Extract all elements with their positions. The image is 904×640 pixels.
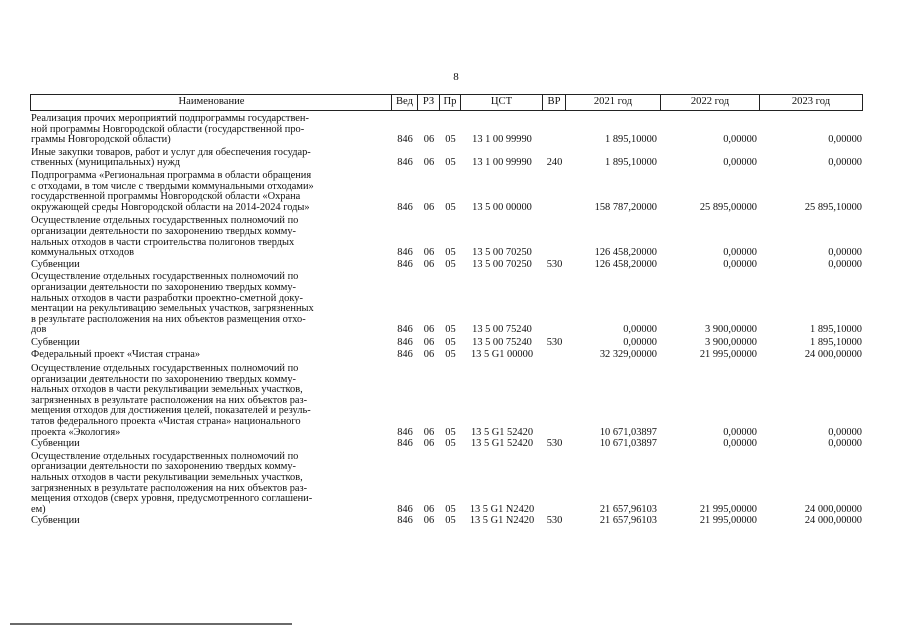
row-pr: 05	[445, 515, 456, 527]
row-2023: 1 895,10000	[810, 324, 862, 336]
row-ved: 846	[397, 503, 413, 515]
row-pr: 05	[445, 503, 456, 515]
table-body	[30, 114, 863, 527]
table-row	[30, 272, 863, 336]
row-vr: 530	[546, 336, 563, 348]
row-ved: 846	[397, 438, 413, 450]
row-2023: 24 000,00000	[804, 515, 862, 527]
row-name: Субвенции	[31, 336, 80, 348]
row-ved: 846	[397, 247, 413, 259]
row-name: Субвенции	[31, 515, 80, 527]
row-rz: 06	[423, 515, 435, 527]
row-rz: 06	[423, 503, 435, 515]
row-rz: 06	[423, 324, 435, 336]
row-rz: 06	[423, 349, 435, 361]
row-rz: 06	[423, 438, 435, 450]
row-ved: 846	[397, 258, 413, 270]
row-2021: 10 671,03897	[599, 438, 657, 450]
row-rz: 06	[423, 336, 435, 348]
page-number: 8	[453, 71, 459, 83]
header-2022: 2022 год	[661, 94, 760, 111]
header-2021: 2021 год	[566, 94, 661, 111]
table-row	[30, 114, 863, 146]
row-2022: 21 995,00000	[699, 515, 757, 527]
row-2021: 21 657,96103	[599, 503, 657, 515]
row-2022: 21 995,00000	[699, 503, 757, 515]
row-cst: 13 5 00 70250	[472, 247, 532, 259]
row-2022: 0,00000	[723, 438, 757, 450]
row-cst: 13 5 G1 N2420	[469, 515, 535, 527]
row-2021: 158 787,20000	[594, 201, 657, 213]
row-ved: 846	[397, 324, 413, 336]
bottom-rule	[10, 623, 292, 625]
header-ved: Вед	[392, 94, 418, 111]
table-row	[30, 350, 863, 361]
row-pr: 05	[445, 349, 456, 361]
row-vr: 530	[546, 258, 563, 270]
row-pr: 05	[445, 247, 456, 259]
row-2021: 126 458,20000	[594, 247, 657, 259]
row-name: Реализация прочих мероприятий подпрограммы государствен- ной программы Новгородской области (государственной про- граммы Новгородской области)	[31, 113, 309, 146]
row-2021: 0,00000	[623, 336, 657, 348]
row-rz: 06	[423, 258, 435, 270]
row-ved: 846	[397, 336, 413, 348]
header-2023: 2023 год	[760, 94, 863, 111]
table-row	[30, 216, 863, 258]
row-cst: 13 5 00 75240	[472, 336, 532, 348]
row-pr: 05	[445, 134, 456, 146]
row-vr: 240	[546, 157, 563, 169]
row-2021: 126 458,20000	[594, 258, 657, 270]
row-2023: 24 000,00000	[804, 503, 862, 515]
table-row	[30, 338, 863, 349]
row-pr: 05	[445, 258, 456, 270]
table-header	[30, 94, 863, 111]
row-vr: 530	[546, 515, 563, 527]
row-cst: 13 5 G1 52420	[470, 426, 534, 438]
row-2023: 25 895,10000	[804, 201, 862, 213]
row-2022: 0,00000	[723, 247, 757, 259]
row-pr: 05	[445, 201, 456, 213]
table-row	[30, 260, 863, 271]
row-name: Субвенции	[31, 258, 80, 270]
row-rz: 06	[423, 247, 435, 259]
row-2021: 0,00000	[623, 324, 657, 336]
row-2021: 1 895,10000	[605, 157, 657, 169]
row-cst: 13 1 00 99990	[472, 157, 532, 169]
header-pr: Пр	[440, 94, 461, 111]
row-pr: 05	[445, 157, 456, 169]
row-2023: 0,00000	[828, 258, 862, 270]
row-vr: 530	[546, 438, 563, 450]
row-2023: 1 895,10000	[810, 336, 862, 348]
row-cst: 13 5 G1 52420	[470, 438, 534, 450]
row-2022: 0,00000	[723, 426, 757, 438]
row-pr: 05	[445, 324, 456, 336]
row-2023: 0,00000	[828, 426, 862, 438]
row-name: Осуществление отдельных государственных полномочий по организации деятельности по захоронению твердых комму- нальных отходов в части разработки проектно-сметной доку- ментации на рекультивацию земельных участков, загрязненных в результате расположения на них объектов размещения отхо- дов	[31, 271, 314, 336]
row-2022: 0,00000	[723, 157, 757, 169]
row-name: Субвенции	[31, 438, 80, 450]
row-name: Подпрограмма «Региональная программа в области обращения с отходами, в том числе с твердыми коммунальными отходами» государственной программы Новгородской области «Охрана окружающей среды Новгородской области на 2014-2024 годы»	[31, 169, 314, 213]
row-pr: 05	[445, 336, 456, 348]
row-2022: 3 900,00000	[705, 336, 757, 348]
row-cst: 13 5 00 70250	[472, 258, 532, 270]
row-cst: 13 5 G1 00000	[470, 349, 534, 361]
row-2023: 0,00000	[828, 438, 862, 450]
row-ved: 846	[397, 515, 413, 527]
row-2023: 0,00000	[828, 134, 862, 146]
table-row	[30, 516, 863, 527]
row-rz: 06	[423, 157, 435, 169]
header-vr: ВР	[543, 94, 566, 111]
row-name: Осуществление отдельных государственных полномочий по организации деятельности по захоронению твердых комму- нальных отходов в части строительства полигонов твердых коммунальных отходов	[31, 215, 299, 259]
header-name: Наименование	[30, 94, 392, 111]
row-ved: 846	[397, 426, 413, 438]
row-2021: 1 895,10000	[605, 134, 657, 146]
row-pr: 05	[445, 438, 456, 450]
row-pr: 05	[445, 426, 456, 438]
row-2022: 0,00000	[723, 258, 757, 270]
row-rz: 06	[423, 426, 435, 438]
row-ved: 846	[397, 349, 413, 361]
row-ved: 846	[397, 201, 413, 213]
row-name: Федеральный проект «Чистая страна»	[31, 349, 201, 361]
row-2022: 25 895,00000	[699, 201, 757, 213]
row-cst: 13 5 00 00000	[472, 201, 532, 213]
table-row	[30, 148, 863, 169]
row-ved: 846	[397, 157, 413, 169]
row-2021: 32 329,00000	[599, 349, 657, 361]
header-cst: ЦСТ	[461, 94, 543, 111]
row-2023: 0,00000	[828, 157, 862, 169]
row-cst: 13 1 00 99990	[472, 134, 532, 146]
row-2022: 3 900,00000	[705, 324, 757, 336]
row-2021: 21 657,96103	[599, 515, 657, 527]
row-rz: 06	[423, 201, 435, 213]
table-row	[30, 452, 863, 516]
row-cst: 13 5 G1 N2420	[469, 503, 535, 515]
row-name: Осуществление отдельных государственных полномочий по организации деятельности по захоронению твердых комму- нальных отходов в части рекультивации земельных участков, загрязненных в результате расположения на них объектов раз- мещения отходов для достижения целей, показателей и резуль- татов федерального проекта «Чистая страна» национального проекта «Экология»	[31, 363, 311, 438]
row-name: Иные закупки товаров, работ и услуг для обеспечения государ- ственных (муниципальных) нужд	[31, 146, 311, 169]
row-rz: 06	[423, 134, 435, 146]
table-row	[30, 439, 863, 450]
row-cst: 13 5 00 75240	[472, 324, 532, 336]
row-2022: 0,00000	[723, 134, 757, 146]
row-ved: 846	[397, 134, 413, 146]
row-2022: 21 995,00000	[699, 349, 757, 361]
row-2023: 24 000,00000	[804, 349, 862, 361]
header-rz: РЗ	[418, 94, 440, 111]
row-2021: 10 671,03897	[599, 426, 657, 438]
row-name: Осуществление отдельных государственных полномочий по организации деятельности по захоронению твердых комму- нальных отходов в части рекультивации земельных участков, загрязненных в результате расположения на них объектов раз- мещения отходов (сверх уровня, предусмотренного соглашени- ем)	[31, 450, 313, 515]
table-row	[30, 171, 863, 213]
budget-table	[30, 94, 863, 527]
row-2023: 0,00000	[828, 247, 862, 259]
table-row	[30, 364, 863, 438]
